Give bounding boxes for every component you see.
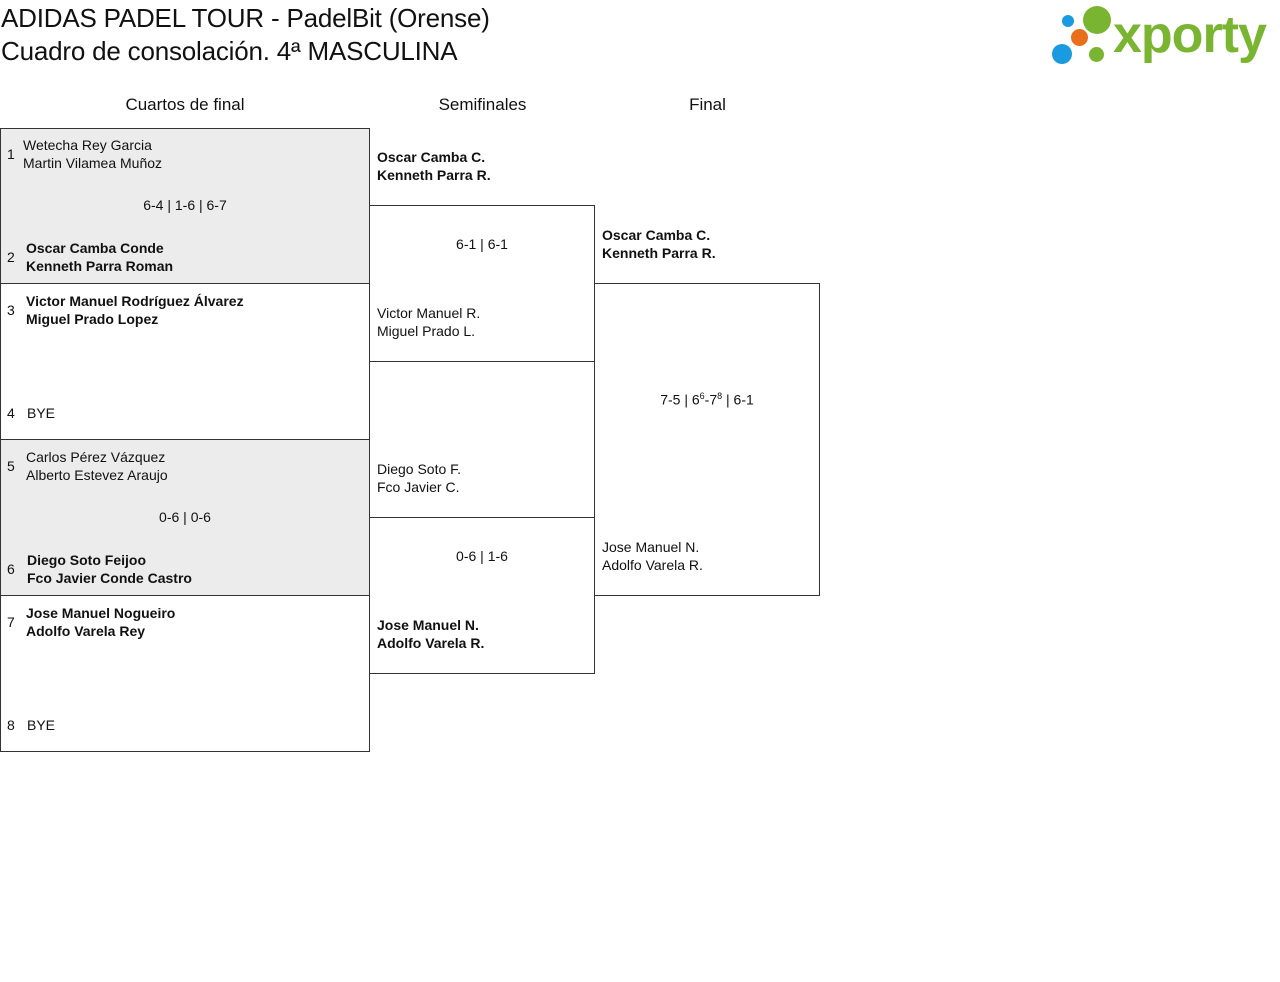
match-score: 6-1 | 6-1 — [456, 236, 508, 252]
seed-number: 5 — [7, 458, 15, 474]
player-name: Adolfo Varela R. — [602, 557, 703, 573]
player-name: Fco Javier C. — [377, 479, 460, 495]
seed-number: 6 — [7, 561, 15, 577]
seed-number: 2 — [7, 249, 15, 265]
player-name: Carlos Pérez Vázquez — [26, 449, 166, 465]
final-score-sets: 7-5 | 6 — [660, 391, 700, 408]
player-name-winner: Diego Soto Feijoo — [27, 552, 146, 568]
player-name: Alberto Estevez Araujo — [26, 467, 168, 483]
player-name: Victor Manuel R. — [377, 305, 481, 321]
seed-number: 8 — [7, 717, 15, 733]
seed-number: 4 — [7, 405, 15, 421]
xporty-logo — [1050, 4, 1278, 68]
player-name-winner: Kenneth Parra R. — [377, 167, 491, 183]
round-header-quarterfinals: Cuartos de final — [125, 95, 245, 114]
player-name: Diego Soto F. — [377, 461, 462, 477]
round-header-semifinals: Semifinales — [438, 95, 527, 114]
player-name-winner: Victor Manuel Rodríguez Álvarez — [26, 293, 244, 309]
match-score: 0-6 | 0-6 — [159, 509, 211, 525]
player-name: Miguel Prado L. — [377, 323, 476, 339]
player-name-winner: Kenneth Parra R. — [602, 245, 716, 261]
logo-dot-green-large — [1083, 6, 1111, 34]
logo-dot-blue-small — [1062, 15, 1074, 27]
tiebreak-score: 6 — [699, 391, 705, 401]
player-name-winner: Adolfo Varela R. — [377, 635, 485, 651]
final-score-set3: | 6-1 — [722, 391, 754, 408]
round-header-final: Final — [689, 95, 726, 114]
player-name-winner: Adolfo Varela Rey — [26, 623, 146, 639]
player-name: Wetecha Rey Garcia — [23, 137, 152, 153]
player-name-winner: Jose Manuel N. — [377, 617, 479, 633]
player-name-winner: Miguel Prado Lopez — [26, 311, 159, 327]
bye-label: BYE — [27, 717, 56, 733]
player-name-winner: Jose Manuel Nogueiro — [26, 605, 176, 621]
match-score: 6-4 | 1-6 | 6-7 — [143, 197, 227, 213]
player-name: Jose Manuel N. — [602, 539, 700, 555]
seed-number: 7 — [7, 614, 15, 630]
player-name-winner: Oscar Camba C. — [602, 227, 711, 243]
seed-number: 1 — [7, 146, 15, 162]
draw-subtitle: Cuadro de consolación. 4ª MASCULINA — [1, 36, 458, 66]
final-score — [594, 391, 820, 408]
logo-dot-blue-large — [1052, 44, 1072, 64]
tournament-title: ADIDAS PADEL TOUR - PadelBit (Orense) — [1, 3, 490, 33]
player-name-winner: Oscar Camba C. — [377, 149, 486, 165]
logo-dot-green-small — [1089, 47, 1104, 62]
player-name-winner: Kenneth Parra Roman — [26, 258, 174, 274]
logo-dot-orange — [1071, 29, 1088, 46]
tiebreak-score: 8 — [717, 391, 723, 401]
logo-wordmark: xporty — [1113, 6, 1266, 64]
seed-number: 3 — [7, 302, 15, 318]
final-score-dash: -7 — [704, 391, 718, 408]
player-name: Martin Vilamea Muñoz — [23, 155, 163, 171]
player-name-winner: Fco Javier Conde Castro — [27, 570, 192, 586]
player-name-winner: Oscar Camba Conde — [26, 240, 164, 256]
bye-label: BYE — [27, 405, 56, 421]
match-score: 0-6 | 1-6 — [456, 548, 508, 564]
